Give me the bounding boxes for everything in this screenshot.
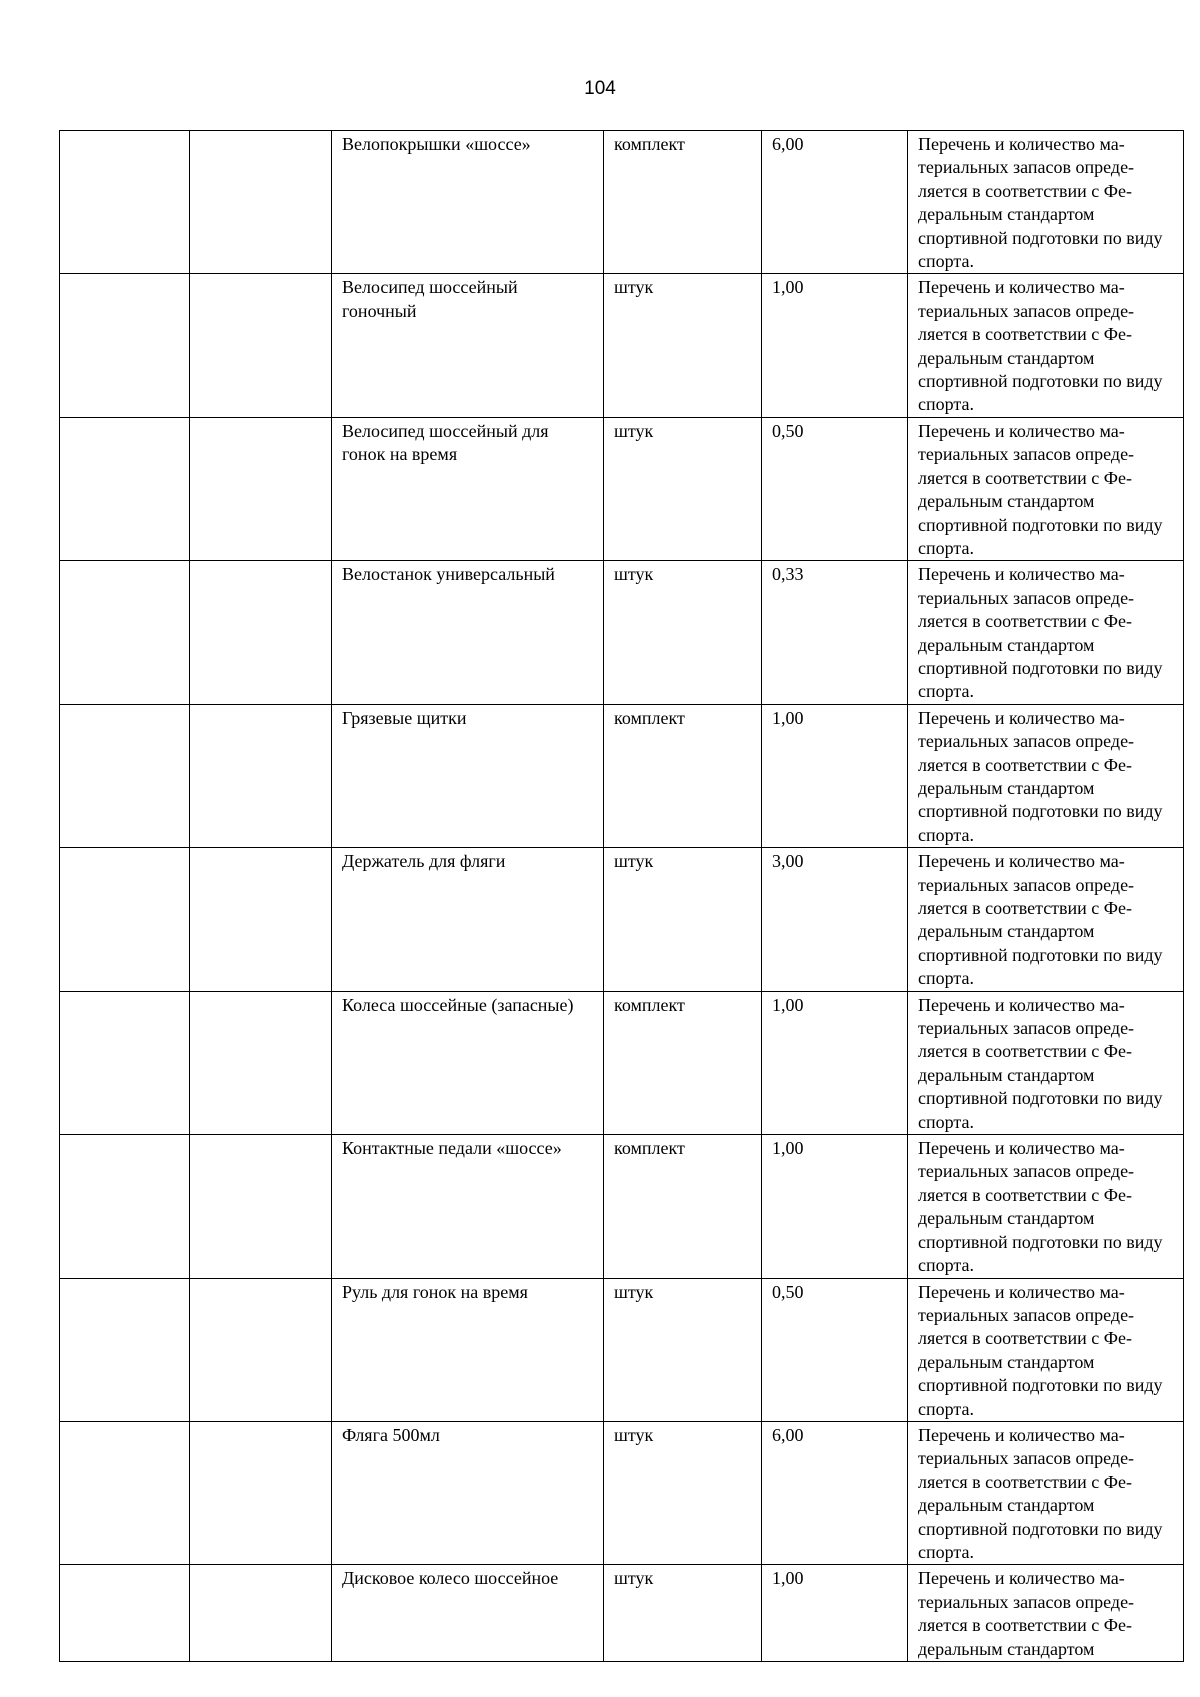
quantity-cell: 1,00 bbox=[762, 1565, 908, 1662]
blank-cell bbox=[190, 131, 332, 274]
blank-cell bbox=[60, 561, 190, 704]
blank-cell bbox=[190, 1421, 332, 1564]
page-number: 104 bbox=[584, 78, 616, 99]
table-row bbox=[60, 1278, 1184, 1421]
item-name-cell: Держатель для фляги bbox=[332, 848, 604, 991]
unit-cell: штук bbox=[604, 1421, 762, 1564]
note-cell: Перечень и количество ма-териальных запасов опреде-ляется в соответствии с Фе-деральным стандартом спортивной подготовки по виду спорта. bbox=[908, 1421, 1184, 1564]
blank-cell bbox=[190, 848, 332, 991]
note-cell: Перечень и количество ма-териальных запасов опреде-ляется в соответствии с Фе-деральным стандартом спортивной подготовки по виду спорта. bbox=[908, 561, 1184, 704]
quantity-cell: 1,00 bbox=[762, 991, 908, 1134]
item-name-cell: Фляга 500мл bbox=[332, 1421, 604, 1564]
table-row bbox=[60, 417, 1184, 560]
equipment-table-body bbox=[60, 131, 1184, 1662]
note-cell: Перечень и количество ма-териальных запасов опреде-ляется в соответствии с Фе-деральным стандартом спортивной подготовки по виду спорта. bbox=[908, 848, 1184, 991]
unit-cell: штук bbox=[604, 1565, 762, 1662]
table-row bbox=[60, 991, 1184, 1134]
quantity-cell: 3,00 bbox=[762, 848, 908, 991]
table-row bbox=[60, 704, 1184, 847]
note-cell: Перечень и количество ма-териальных запасов опреде-ляется в соответствии с Фе-деральным стандартом спортивной подготовки по виду спорта. bbox=[908, 417, 1184, 560]
table-row bbox=[60, 1135, 1184, 1278]
note-cell: Перечень и количество ма-териальных запасов опреде-ляется в соответствии с Фе-деральным стандартом спортивной подготовки по виду спорта. bbox=[908, 1278, 1184, 1421]
note-cell: Перечень и количество ма-териальных запасов опреде-ляется в соответствии с Фе-деральным стандартом спортивной подготовки по виду спорта. bbox=[908, 274, 1184, 417]
item-name-cell: Контактные педали «шоссе» bbox=[332, 1135, 604, 1278]
quantity-cell: 1,00 bbox=[762, 704, 908, 847]
blank-cell bbox=[190, 991, 332, 1134]
blank-cell bbox=[190, 704, 332, 847]
quantity-cell: 1,00 bbox=[762, 274, 908, 417]
quantity-cell: 0,50 bbox=[762, 417, 908, 560]
item-name-cell: Колеса шоссейные (запасные) bbox=[332, 991, 604, 1134]
blank-cell bbox=[60, 131, 190, 274]
quantity-cell: 0,33 bbox=[762, 561, 908, 704]
item-name-cell: Велосипед шоссейный гоночный bbox=[332, 274, 604, 417]
item-name-cell: Велопокрышки «шоссе» bbox=[332, 131, 604, 274]
blank-cell bbox=[190, 1278, 332, 1421]
item-name-cell: Велосипед шоссейный для гонок на время bbox=[332, 417, 604, 560]
blank-cell bbox=[190, 417, 332, 560]
unit-cell: штук bbox=[604, 417, 762, 560]
quantity-cell: 0,50 bbox=[762, 1278, 908, 1421]
table-row bbox=[60, 274, 1184, 417]
blank-cell bbox=[60, 848, 190, 991]
table-row bbox=[60, 1421, 1184, 1564]
blank-cell bbox=[60, 1421, 190, 1564]
table-row bbox=[60, 848, 1184, 991]
blank-cell bbox=[60, 991, 190, 1134]
table-row bbox=[60, 561, 1184, 704]
blank-cell bbox=[190, 274, 332, 417]
note-cell: Перечень и количество ма-териальных запасов опреде-ляется в соответствии с Фе-деральным стандартом спортивной подготовки по виду спорта. bbox=[908, 991, 1184, 1134]
note-cell: Перечень и количество ма-териальных запасов опреде-ляется в соответствии с Фе-деральным стандартом спортивной подготовки по виду спорта. bbox=[908, 131, 1184, 274]
unit-cell: штук bbox=[604, 848, 762, 991]
unit-cell: штук bbox=[604, 561, 762, 704]
unit-cell: комплект bbox=[604, 131, 762, 274]
quantity-cell: 1,00 bbox=[762, 1135, 908, 1278]
blank-cell bbox=[60, 274, 190, 417]
blank-cell bbox=[60, 1135, 190, 1278]
blank-cell bbox=[190, 561, 332, 704]
unit-cell: комплект bbox=[604, 704, 762, 847]
note-cell: Перечень и количество ма-териальных запасов опреде-ляется в соответствии с Фе-деральным стандартом спортивной подготовки по виду спорта. bbox=[908, 704, 1184, 847]
unit-cell: штук bbox=[604, 1278, 762, 1421]
equipment-table bbox=[59, 130, 1184, 1662]
blank-cell bbox=[60, 704, 190, 847]
unit-cell: штук bbox=[604, 274, 762, 417]
table-row bbox=[60, 1565, 1184, 1662]
item-name-cell: Дисковое колесо шоссейное bbox=[332, 1565, 604, 1662]
unit-cell: комплект bbox=[604, 1135, 762, 1278]
item-name-cell: Грязевые щитки bbox=[332, 704, 604, 847]
quantity-cell: 6,00 bbox=[762, 1421, 908, 1564]
note-cell: Перечень и количество ма-териальных запасов опреде-ляется в соответствии с Фе-деральным стандартом bbox=[908, 1565, 1184, 1662]
note-cell: Перечень и количество ма-териальных запасов опреде-ляется в соответствии с Фе-деральным стандартом спортивной подготовки по виду спорта. bbox=[908, 1135, 1184, 1278]
blank-cell bbox=[60, 1278, 190, 1421]
blank-cell bbox=[60, 1565, 190, 1662]
unit-cell: комплект bbox=[604, 991, 762, 1134]
table-row bbox=[60, 131, 1184, 274]
item-name-cell: Велостанок универсальный bbox=[332, 561, 604, 704]
blank-cell bbox=[60, 417, 190, 560]
item-name-cell: Руль для гонок на время bbox=[332, 1278, 604, 1421]
blank-cell bbox=[190, 1565, 332, 1662]
blank-cell bbox=[190, 1135, 332, 1278]
quantity-cell: 6,00 bbox=[762, 131, 908, 274]
